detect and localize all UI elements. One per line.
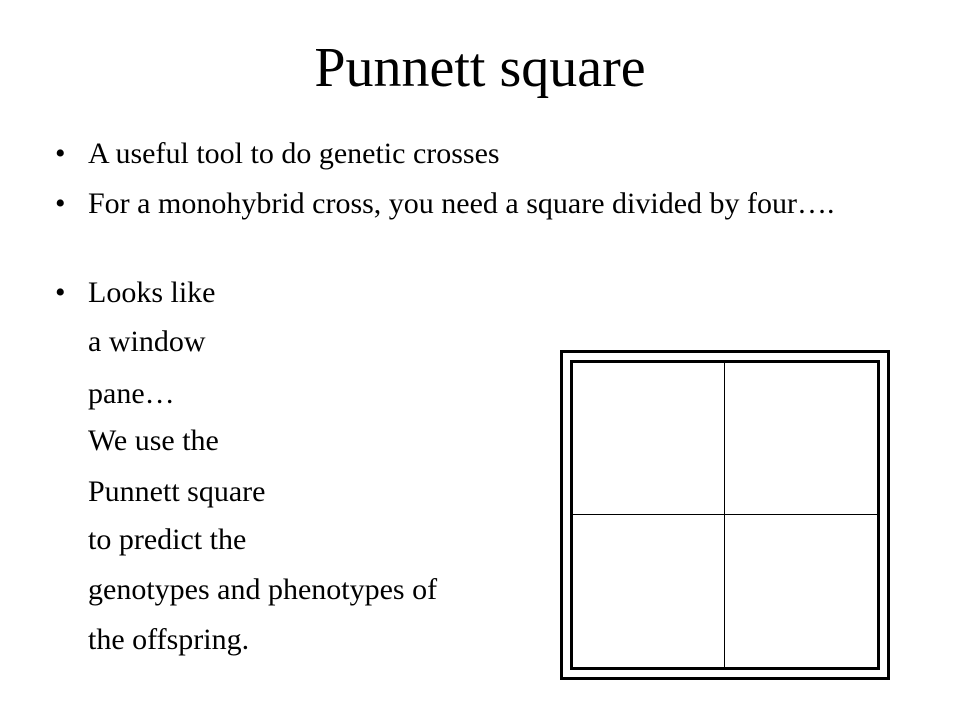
bullet-text: A useful tool to do genetic crosses	[88, 137, 500, 170]
punnett-cell-bottom-left	[573, 515, 725, 667]
continuation-line: to predict the	[88, 523, 247, 556]
continuation-line: Punnett square	[88, 475, 266, 508]
bullet-item	[55, 276, 915, 309]
continuation-line: genotypes and phenotypes of	[88, 573, 438, 606]
bullet-item	[55, 187, 915, 220]
bullet-item	[55, 137, 915, 170]
punnett-grid	[570, 360, 880, 670]
bullet-text: For a monohybrid cross, you need a square divided by four….	[88, 187, 835, 220]
punnett-cell-top-left	[573, 363, 725, 515]
slide-title: Punnett square	[314, 37, 646, 99]
continuation-line: pane…	[88, 377, 175, 410]
punnett-cell-top-right	[725, 363, 877, 515]
bullet-marker: •	[55, 276, 66, 309]
bullet-marker: •	[55, 137, 66, 170]
continuation-line: the offspring.	[88, 623, 250, 656]
punnett-square-diagram	[560, 350, 890, 680]
continuation-line: We use the	[88, 424, 219, 457]
punnett-cell-bottom-right	[725, 515, 877, 667]
bullet-marker: •	[55, 187, 66, 220]
bullet-text: Looks like	[88, 276, 216, 309]
continuation-line: a window	[88, 325, 206, 358]
